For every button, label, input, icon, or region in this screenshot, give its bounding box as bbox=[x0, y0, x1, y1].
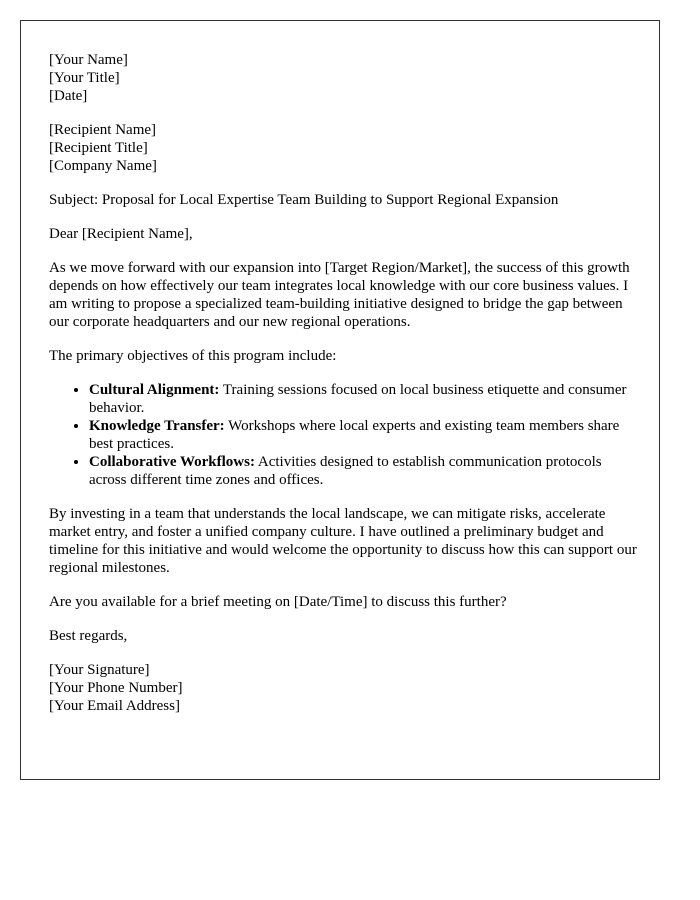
objective-label: Cultural Alignment: bbox=[89, 382, 220, 398]
letter-date: [Date] bbox=[49, 88, 88, 104]
objective-label: Knowledge Transfer: bbox=[89, 418, 225, 434]
phone-number: [Your Phone Number] bbox=[49, 680, 183, 696]
sender-name: [Your Name] bbox=[49, 52, 128, 68]
recipient-name: [Recipient Name] bbox=[49, 122, 157, 138]
objectives-lead: The primary objectives of this program include: bbox=[49, 348, 337, 364]
intro-paragraph: As we move forward with our expansion into [Target Region/Market], the success of this growth depends on how effectively our team integrates local knowledge with our core business values. I am writing to propose a specialized team-building initiative designed to bridge the gap between our corporate headquarters and our new regional operations. bbox=[49, 260, 630, 330]
recipient-title: [Recipient Title] bbox=[49, 140, 148, 156]
closing-paragraph: By investing in a team that understands the local landscape, we can mitigate risks, accelerate market entry, and foster a unified company culture. I have outlined a preliminary budget and timeline for this initiative and would welcome the opportunity to discuss how this can support our regional milestones. bbox=[49, 506, 637, 576]
letter-page bbox=[20, 20, 660, 780]
signature-line: [Your Signature] bbox=[49, 662, 150, 678]
recipient-company: [Company Name] bbox=[49, 158, 157, 174]
objectives-list bbox=[49, 381, 639, 489]
objective-text: Workshops where local experts and existing team members share best practices. bbox=[89, 418, 620, 452]
email-address: [Your Email Address] bbox=[49, 698, 180, 714]
recipient-block bbox=[49, 121, 639, 175]
sign-off: Best regards, bbox=[49, 628, 128, 644]
subject-line: Subject: Proposal for Local Expertise Team Building to Support Regional Expansion bbox=[49, 192, 559, 208]
objective-text: Activities designed to establish communication protocols across different time zones and offices. bbox=[89, 454, 602, 488]
objective-text: Training sessions focused on local business etiquette and consumer behavior. bbox=[89, 382, 627, 416]
list-item bbox=[89, 417, 639, 453]
sender-title: [Your Title] bbox=[49, 70, 120, 86]
objective-label: Collaborative Workflows: bbox=[89, 454, 255, 470]
list-item bbox=[89, 381, 639, 417]
meeting-request: Are you available for a brief meeting on [Date/Time] to discuss this further? bbox=[49, 594, 507, 610]
sender-block bbox=[49, 51, 639, 105]
list-item bbox=[89, 453, 639, 489]
salutation: Dear [Recipient Name], bbox=[49, 226, 193, 242]
signature-block bbox=[49, 661, 639, 715]
letter-body bbox=[49, 51, 639, 731]
